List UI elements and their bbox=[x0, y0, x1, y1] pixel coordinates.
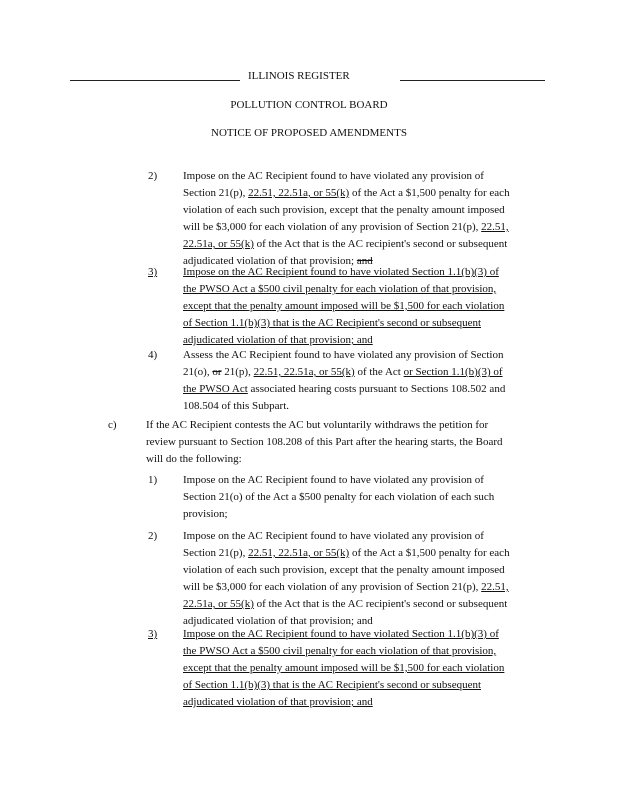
text-run: 21(o), bbox=[183, 366, 213, 378]
text-line bbox=[183, 472, 494, 489]
deleted-text: or bbox=[212, 366, 222, 378]
inserted-text: of Section 1.1(b)(3) that is the AC Recipient's second or subsequent bbox=[183, 317, 482, 329]
inserted-text: 22.51, bbox=[481, 581, 509, 593]
inserted-text: 22.51a, or 55(k) bbox=[183, 598, 254, 610]
text-line bbox=[183, 528, 510, 545]
item-text bbox=[183, 168, 510, 270]
inserted-text: the PWSO Act a $500 civil penalty for each violation of that provision, bbox=[183, 645, 497, 657]
text-run: will be $3,000 for each violation of any provision of Section 21(p), bbox=[183, 221, 482, 233]
inserted-text: 22.51, 22.51a, or 55(k) bbox=[248, 187, 350, 199]
text-line bbox=[183, 562, 510, 579]
header-rule-left bbox=[70, 80, 240, 81]
text-run: 21(p), bbox=[221, 366, 254, 378]
item-number: c) bbox=[108, 419, 117, 431]
header-rule-right bbox=[400, 80, 545, 81]
item-text bbox=[146, 417, 503, 468]
notice-title: NOTICE OF PROPOSED AMENDMENTS bbox=[211, 127, 407, 139]
text-run: will do the following: bbox=[146, 453, 242, 465]
text-run: Assess the AC Recipient found to have violated any provision of Section bbox=[183, 349, 504, 361]
text-line bbox=[183, 506, 494, 523]
item-number: 4) bbox=[148, 349, 158, 361]
text-line bbox=[183, 694, 504, 711]
item-text bbox=[183, 472, 494, 523]
text-run: Section 21(o) of the Act a $500 penalty for each violation of each such bbox=[183, 491, 495, 503]
text-line bbox=[183, 660, 504, 677]
text-run: 108.504 of this Subpart. bbox=[183, 400, 290, 412]
inserted-text: of Section 1.1(b)(3) that is the AC Recipient's second or subsequent bbox=[183, 679, 482, 691]
text-line bbox=[146, 434, 503, 451]
text-run: Impose on the AC Recipient found to have violated any provision of bbox=[183, 170, 484, 182]
item-number: 2) bbox=[148, 530, 158, 542]
text-run: Section 21(p), bbox=[183, 187, 249, 199]
inserted-text: 22.51, 22.51a, or 55(k) bbox=[248, 547, 350, 559]
item-number: 3) bbox=[148, 628, 158, 640]
text-run: of the Act that is the AC recipient's second or subsequent bbox=[253, 598, 508, 610]
text-run: of the Act a $1,500 penalty for each bbox=[349, 187, 510, 199]
item-number: 2) bbox=[148, 170, 158, 182]
text-line bbox=[183, 489, 494, 506]
inserted-text: the PWSO Act a $500 civil penalty for each violation of that provision, bbox=[183, 283, 497, 295]
text-line bbox=[183, 626, 504, 643]
text-run: associated hearing costs pursuant to Sections 108.502 and bbox=[247, 383, 506, 395]
register-title: ILLINOIS REGISTER bbox=[248, 70, 350, 82]
inserted-text: Impose on the AC Recipient found to have violated Section 1.1(b)(3) of bbox=[183, 628, 499, 640]
text-line bbox=[183, 579, 510, 596]
text-line bbox=[183, 545, 510, 562]
text-run: will be $3,000 for each violation of any provision of Section 21(p), bbox=[183, 581, 482, 593]
text-line bbox=[183, 677, 504, 694]
text-line bbox=[183, 264, 504, 281]
text-line bbox=[183, 281, 504, 298]
text-line bbox=[183, 398, 505, 415]
text-line bbox=[183, 219, 510, 236]
item-number: 3) bbox=[148, 266, 158, 278]
text-run: provision; bbox=[183, 508, 228, 520]
text-run: Section 21(p), bbox=[183, 547, 249, 559]
text-run: of the Act a $1,500 penalty for each bbox=[349, 547, 510, 559]
item-text bbox=[183, 528, 510, 630]
text-line bbox=[183, 347, 505, 364]
item-text bbox=[183, 626, 504, 711]
text-line bbox=[183, 315, 504, 332]
inserted-text: Impose on the AC Recipient found to have violated Section 1.1(b)(3) of bbox=[183, 266, 499, 278]
text-line bbox=[183, 596, 510, 613]
deleted-text: and bbox=[356, 255, 373, 267]
text-run: adjudicated violation of that provision; bbox=[183, 255, 357, 267]
text-run: adjudicated violation of that provision; and bbox=[183, 615, 373, 627]
text-run: violation of each such provision, except that the penalty amount imposed bbox=[183, 564, 505, 576]
inserted-text: 22.51, bbox=[481, 221, 509, 233]
text-line bbox=[183, 643, 504, 660]
text-run: Impose on the AC Recipient found to have violated any provision of bbox=[183, 530, 484, 542]
text-run: violation of each such provision, except that the penalty amount imposed bbox=[183, 204, 505, 216]
text-line bbox=[183, 364, 505, 381]
text-run: review pursuant to Section 108.208 of this Part after the hearing starts, the Board bbox=[146, 436, 503, 448]
text-line bbox=[146, 417, 503, 434]
inserted-text: 22.51a, or 55(k) bbox=[183, 238, 254, 250]
text-line bbox=[146, 451, 503, 468]
text-line bbox=[183, 236, 510, 253]
text-run: If the AC Recipient contests the AC but voluntarily withdraws the petition for bbox=[146, 419, 489, 431]
inserted-text: adjudicated violation of that provision; and bbox=[183, 696, 373, 708]
text-line bbox=[183, 168, 510, 185]
text-line bbox=[183, 185, 510, 202]
item-text bbox=[183, 264, 504, 349]
inserted-text: adjudicated violation of that provision; and bbox=[183, 334, 373, 346]
item-text bbox=[183, 347, 505, 415]
inserted-text: except that the penalty amount imposed will be $1,500 for each violation bbox=[183, 300, 505, 312]
item-number: 1) bbox=[148, 474, 158, 486]
inserted-text: 22.51, 22.51a, or 55(k) bbox=[253, 366, 355, 378]
inserted-text: or Section 1.1(b)(3) of bbox=[403, 366, 503, 378]
inserted-text: the PWSO Act bbox=[183, 383, 248, 395]
text-run: of the Act bbox=[354, 366, 404, 378]
text-run: Impose on the AC Recipient found to have violated any provision of bbox=[183, 474, 484, 486]
text-run: of the Act that is the AC recipient's second or subsequent bbox=[253, 238, 508, 250]
text-line bbox=[183, 202, 510, 219]
board-name: POLLUTION CONTROL BOARD bbox=[230, 99, 388, 111]
text-line bbox=[183, 381, 505, 398]
text-line bbox=[183, 298, 504, 315]
inserted-text: except that the penalty amount imposed will be $1,500 for each violation bbox=[183, 662, 505, 674]
